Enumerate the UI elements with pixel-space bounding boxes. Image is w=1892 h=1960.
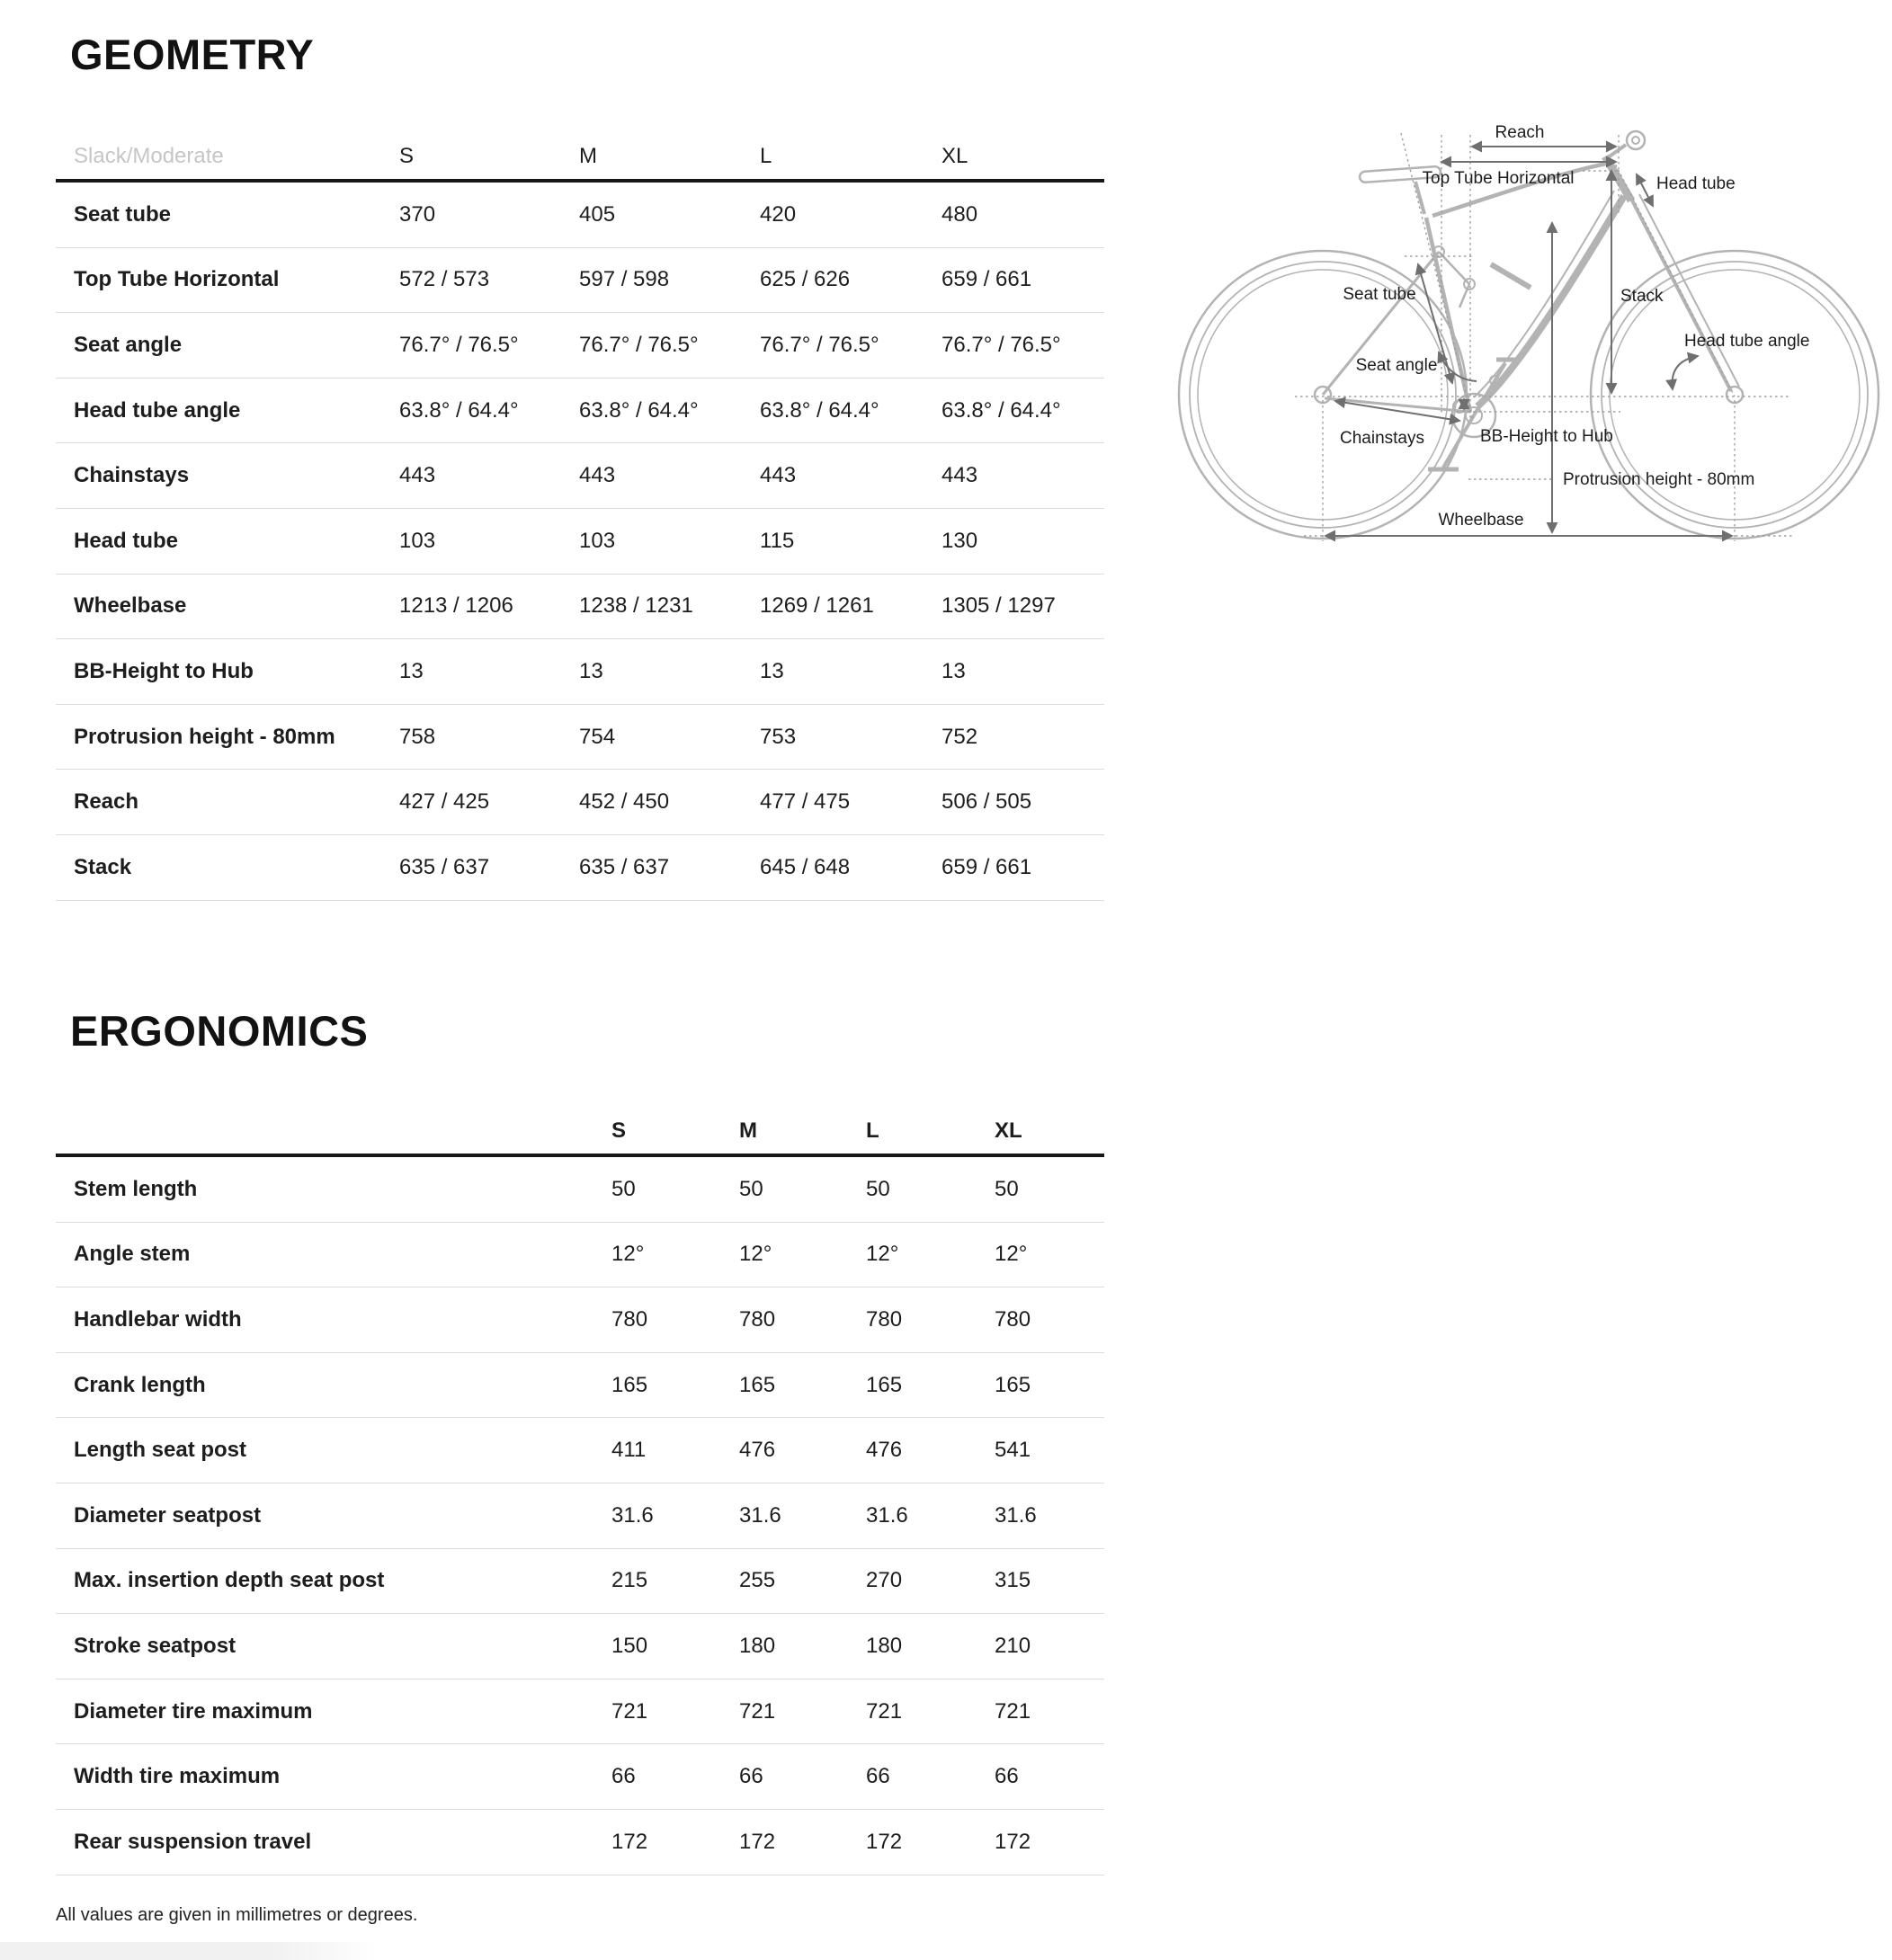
diagram-label-chainstays: Chainstays — [1340, 429, 1424, 448]
cell-value: 506 / 505 — [942, 789, 1032, 815]
cell-value: 66 — [866, 1764, 890, 1789]
diagram-label-top-tube: Top Tube Horizontal — [1422, 169, 1575, 188]
geometry-table-body — [56, 183, 1104, 901]
cell-value: 405 — [579, 201, 616, 227]
cell-value: 180 — [866, 1633, 903, 1658]
cell-value: 659 / 661 — [942, 854, 1032, 879]
bike-geometry-diagram — [1160, 81, 1892, 620]
row-label: Stem length — [74, 1176, 198, 1201]
cell-value: 753 — [760, 724, 797, 749]
row-label: Width tire maximum — [74, 1764, 281, 1789]
cell-value: 480 — [942, 201, 978, 227]
cell-value: 180 — [739, 1633, 776, 1658]
cell-value: 172 — [995, 1829, 1031, 1854]
table-row — [56, 1614, 1104, 1679]
table-row — [56, 1157, 1104, 1223]
cell-value: 13 — [942, 658, 966, 683]
cell-value: 76.7° / 76.5° — [942, 332, 1061, 357]
cell-value: 1269 / 1261 — [760, 593, 874, 619]
diagram-label-bb-height: BB-Height to Hub — [1480, 427, 1613, 446]
head-tube-arrow — [1637, 174, 1653, 206]
size-column-header-m: M — [739, 1118, 757, 1143]
table-row — [56, 1353, 1104, 1419]
cell-value: 165 — [995, 1372, 1031, 1397]
row-label: Wheelbase — [74, 593, 187, 619]
cell-value: 597 / 598 — [579, 267, 670, 292]
cell-value: 635 / 637 — [399, 854, 490, 879]
size-column-header-s: S — [399, 143, 415, 168]
cell-value: 76.7° / 76.5° — [399, 332, 519, 357]
cell-value: 172 — [611, 1829, 648, 1854]
cell-value: 721 — [866, 1698, 903, 1724]
cell-value: 63.8° / 64.4° — [942, 397, 1061, 423]
cell-value: 12° — [995, 1242, 1028, 1267]
diagram-label-head-tube: Head tube — [1656, 174, 1736, 193]
cell-value: 63.8° / 64.4° — [760, 397, 879, 423]
cell-value: 31.6 — [739, 1502, 781, 1528]
table-row — [56, 1287, 1104, 1353]
cell-value: 721 — [611, 1698, 648, 1724]
row-label: Diameter seatpost — [74, 1502, 262, 1528]
cell-value: 477 / 475 — [760, 789, 851, 815]
diagram-label-seat-tube: Seat tube — [1343, 285, 1416, 304]
table-row — [56, 639, 1104, 705]
table-row — [56, 1744, 1104, 1810]
cell-value: 754 — [579, 724, 616, 749]
cell-value: 12° — [611, 1242, 645, 1267]
cell-value: 165 — [739, 1372, 776, 1397]
table-row — [56, 1483, 1104, 1549]
row-label: Seat tube — [74, 201, 172, 227]
cell-value: 370 — [399, 201, 436, 227]
size-column-header-l: L — [760, 143, 772, 168]
cell-value: 66 — [995, 1764, 1019, 1789]
ergonomics-table-header-row — [56, 1108, 1104, 1157]
row-label: Length seat post — [74, 1438, 247, 1463]
cell-value: 50 — [611, 1176, 636, 1201]
cell-value: 255 — [739, 1568, 776, 1593]
head-tube-angle-arc — [1673, 356, 1698, 389]
cell-value: 13 — [579, 658, 603, 683]
next-section-edge — [0, 1942, 378, 1960]
row-label: Chainstays — [74, 463, 190, 488]
cell-value: 63.8° / 64.4° — [399, 397, 519, 423]
cell-value: 541 — [995, 1438, 1031, 1463]
table-row — [56, 705, 1104, 771]
cell-value: 50 — [739, 1176, 763, 1201]
diagram-label-protrusion-height: Protrusion height - 80mm — [1563, 470, 1755, 489]
cell-value: 659 / 661 — [942, 267, 1032, 292]
cell-value: 452 / 450 — [579, 789, 670, 815]
cell-value: 210 — [995, 1633, 1031, 1658]
table-row — [56, 575, 1104, 640]
row-label: Handlebar width — [74, 1306, 242, 1332]
diagram-label-reach: Reach — [1495, 123, 1545, 142]
row-label: Reach — [74, 789, 139, 815]
cell-value: 420 — [760, 201, 797, 227]
diagram-labels — [1340, 123, 1809, 530]
table-row — [56, 770, 1104, 835]
cell-value: 1213 / 1206 — [399, 593, 513, 619]
cell-value: 63.8° / 64.4° — [579, 397, 699, 423]
table-row — [56, 1549, 1104, 1615]
table-row — [56, 509, 1104, 575]
row-label: Head tube angle — [74, 397, 241, 423]
row-label: Protrusion height - 80mm — [74, 724, 335, 749]
table-row — [56, 1679, 1104, 1745]
row-label: BB-Height to Hub — [74, 658, 254, 683]
row-label: Seat angle — [74, 332, 183, 357]
ergonomics-section-title: ERGONOMICS — [70, 1007, 369, 1055]
cell-value: 165 — [866, 1372, 903, 1397]
cell-value: 572 / 573 — [399, 267, 490, 292]
cell-value: 780 — [611, 1306, 648, 1332]
table-row — [56, 379, 1104, 444]
row-label: Max. insertion depth seat post — [74, 1568, 385, 1593]
cell-value: 50 — [995, 1176, 1019, 1201]
cell-value: 13 — [760, 658, 784, 683]
table-row — [56, 1223, 1104, 1288]
cell-value: 130 — [942, 528, 978, 553]
row-label: Angle stem — [74, 1242, 191, 1267]
cell-value: 1305 / 1297 — [942, 593, 1056, 619]
cell-value: 476 — [866, 1438, 903, 1463]
cell-value: 721 — [739, 1698, 776, 1724]
cell-value: 721 — [995, 1698, 1031, 1724]
row-label: Stack — [74, 854, 132, 879]
geometry-mode-note: Slack/Moderate — [74, 143, 224, 168]
bike-diagram-svg — [1160, 81, 1892, 620]
cell-value: 270 — [866, 1568, 903, 1593]
cell-value: 115 — [760, 528, 795, 553]
row-label: Diameter tire maximum — [74, 1698, 313, 1724]
ergonomics-table-body — [56, 1157, 1104, 1875]
cell-value: 76.7° / 76.5° — [760, 332, 879, 357]
cell-value: 12° — [739, 1242, 772, 1267]
cell-value: 780 — [995, 1306, 1031, 1332]
row-label: Crank length — [74, 1372, 206, 1397]
row-label: Rear suspension travel — [74, 1829, 312, 1854]
cell-value: 66 — [739, 1764, 763, 1789]
cell-value: 315 — [995, 1568, 1031, 1593]
size-column-header-l: L — [866, 1118, 879, 1143]
table-row — [56, 835, 1104, 901]
cell-value: 427 / 425 — [399, 789, 490, 815]
row-label: Stroke seatpost — [74, 1633, 236, 1658]
cell-value: 780 — [866, 1306, 903, 1332]
cell-value: 31.6 — [611, 1502, 654, 1528]
cell-value: 66 — [611, 1764, 636, 1789]
cell-value: 215 — [611, 1568, 648, 1593]
row-label: Top Tube Horizontal — [74, 267, 280, 292]
cell-value: 780 — [739, 1306, 776, 1332]
cell-value: 443 — [760, 463, 797, 488]
cell-value: 31.6 — [866, 1502, 908, 1528]
cell-value: 443 — [399, 463, 436, 488]
cell-value: 443 — [579, 463, 616, 488]
size-column-header-m: M — [579, 143, 597, 168]
cell-value: 13 — [399, 658, 424, 683]
cell-value: 411 — [611, 1438, 647, 1463]
size-column-header-s: S — [611, 1118, 627, 1143]
diagram-label-stack: Stack — [1620, 287, 1664, 306]
cell-value: 758 — [399, 724, 436, 749]
diagram-label-wheelbase: Wheelbase — [1438, 511, 1524, 530]
cell-value: 172 — [866, 1829, 903, 1854]
cell-value: 31.6 — [995, 1502, 1037, 1528]
cell-value: 50 — [866, 1176, 890, 1201]
cell-value: 476 — [739, 1438, 776, 1463]
cell-value: 103 — [399, 528, 436, 553]
cell-value: 76.7° / 76.5° — [579, 332, 699, 357]
size-column-header-xl: XL — [942, 143, 968, 168]
geometry-table-header-row — [56, 133, 1104, 183]
cell-value: 172 — [739, 1829, 776, 1854]
cell-value: 165 — [611, 1372, 648, 1397]
cell-value: 1238 / 1231 — [579, 593, 693, 619]
geometry-table — [56, 133, 1104, 901]
table-row — [56, 1418, 1104, 1483]
cell-value: 645 / 648 — [760, 854, 851, 879]
cell-value: 752 — [942, 724, 978, 749]
cell-value: 635 / 637 — [579, 854, 670, 879]
table-row — [56, 183, 1104, 248]
table-row — [56, 248, 1104, 314]
cell-value: 12° — [866, 1242, 899, 1267]
table-row — [56, 1810, 1104, 1875]
size-column-header-xl: XL — [995, 1118, 1022, 1143]
cell-value: 625 / 626 — [760, 267, 851, 292]
diagram-label-head-tube-angle: Head tube angle — [1684, 332, 1810, 351]
geometry-section-title: GEOMETRY — [70, 31, 315, 78]
units-footnote: All values are given in millimetres or degrees. — [56, 1905, 418, 1925]
cell-value: 150 — [611, 1633, 648, 1658]
row-label: Head tube — [74, 528, 179, 553]
table-row — [56, 313, 1104, 379]
diagram-label-seat-angle: Seat angle — [1355, 356, 1438, 375]
ergonomics-table — [56, 1108, 1104, 1875]
table-row — [56, 443, 1104, 509]
cell-value: 443 — [942, 463, 978, 488]
cell-value: 103 — [579, 528, 616, 553]
